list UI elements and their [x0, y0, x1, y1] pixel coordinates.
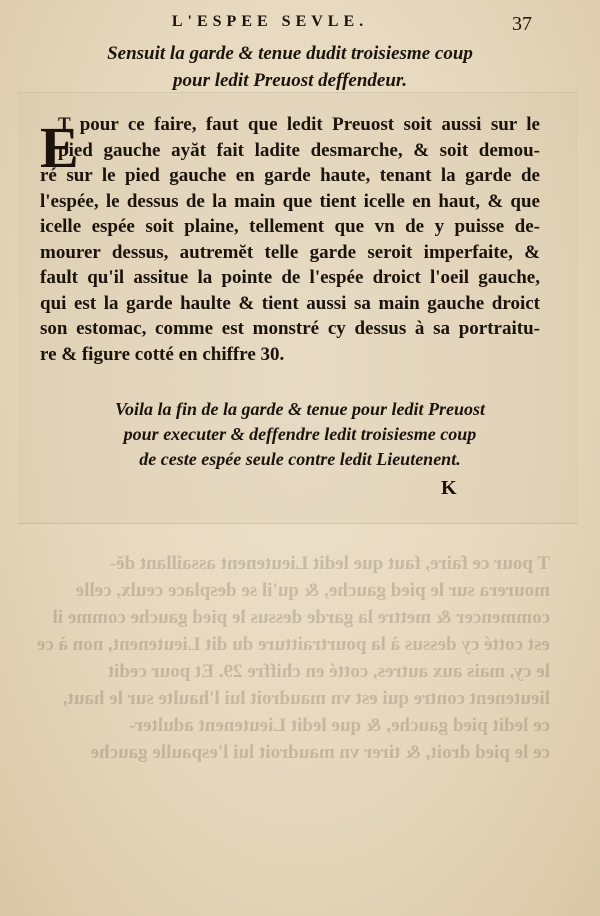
bleed-line: ce le pied droit, & tirer vn maudroit lui l'espaulle gauche	[90, 742, 550, 763]
bleed-line: ce ledit pied gauche, & que ledit Lieutenent adulter-	[129, 715, 550, 736]
page-number: 37	[512, 13, 532, 35]
bleed-line: lieutenent contre qui est vn maudroit lui l'haulte sur le haut,	[62, 688, 550, 709]
bleed-line: T pour ce faire, faut que ledit Lieutenent assaillant dě-	[109, 553, 550, 574]
body-line: qui est la garde haulte & tient aussi sa main gauche droict	[40, 292, 540, 314]
page-header	[0, 13, 600, 39]
bleed-line: mourera sur le pied gauche, & qu'il se desplace ceulx, celle	[75, 580, 550, 601]
body-line: pied gauche ayăt fait ladite desmarche, & soit demou-	[58, 139, 540, 161]
closing-paragraph	[90, 397, 510, 472]
body-line: ré sur le pied gauche en garde haute, tenant la garde de	[40, 165, 540, 186]
bleed-line: est cotté cy dessus à la pourtraitture du dit Lieutenent, non à ce	[36, 634, 550, 655]
section-title	[60, 40, 520, 94]
body-line: icelle espée soit plaine, tellement que vn de y puisse de-	[40, 216, 540, 237]
body-line: re & figure cotté en chiffre 30.	[40, 343, 285, 365]
body-line: fault qu'il assitue la pointe de l'espée droict l'oeil gauche,	[40, 267, 540, 288]
drop-cap: E	[40, 115, 79, 180]
bleed-line: le cy, mais aux autres, cotté en chiffre 29. Et pour cedit	[107, 661, 550, 682]
body-line: T pour ce faire, faut que ledit Preuost soit aussi sur le	[58, 114, 540, 135]
bleed-line: commencer & mettre la garde dessus le pied gauche comme il	[52, 607, 550, 628]
closing-line: pour executer & deffendre ledit troisiesme coup	[123, 424, 477, 444]
section-title-line: pour ledit Preuost deffendeur.	[173, 70, 407, 91]
body-paragraph	[40, 112, 540, 367]
body-line: mourer dessus, autremĕt telle garde seroit imperfaite, &	[40, 241, 540, 263]
signature-mark: K	[441, 477, 457, 499]
section-title-line: Sensuit la garde & tenue dudit troisiesme coup	[107, 43, 473, 64]
body-line: son estomac, comme est monstré cy dessus à sa portraitu-	[40, 318, 540, 339]
bleed-through-text	[36, 550, 550, 766]
closing-line: de ceste espée seule contre ledit Lieutenent.	[139, 449, 461, 469]
body-line: l'espée, le dessus de la main que tient icelle en haut, & que	[40, 190, 540, 212]
closing-line: Voila la fin de la garde & tenue pour ledit Preuost	[114, 399, 486, 419]
running-head: L'ESPEE SEVLE.	[171, 13, 369, 30]
